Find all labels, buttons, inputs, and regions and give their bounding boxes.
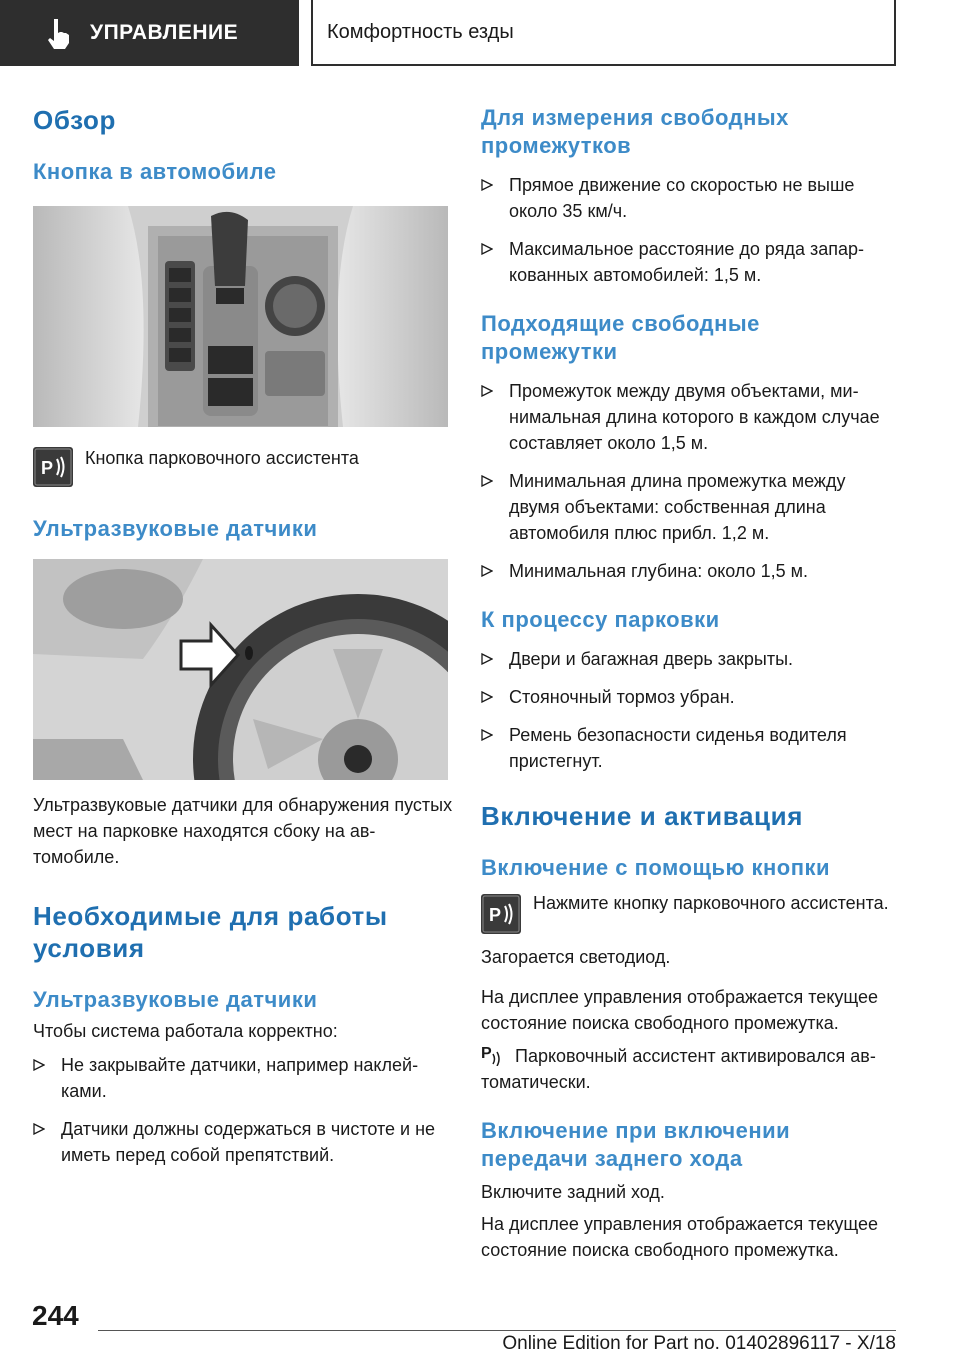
list-item: Датчики должны содержаться в чистоте и не иметь перед собой препятствий.: [33, 1116, 453, 1168]
sensors-text: Ультразвуковые датчики для обнаружения пустых мест на парковке находятся сбоку на автомобиле.: [33, 795, 453, 867]
conditions-list: [33, 1052, 453, 1168]
triangle-bullet-icon: [481, 729, 493, 741]
park-assist-button-icon: [481, 894, 521, 934]
triangle-bullet-icon: [33, 1059, 45, 1071]
overview-title: Обзор: [33, 105, 116, 135]
section-title: Комфортность езды: [327, 20, 514, 43]
button-on-text: Нажмите кнопку парковочного ассистента.: [533, 893, 889, 913]
triangle-bullet-icon: [481, 565, 493, 577]
button-heading: Кнопка в автомобиле: [33, 159, 277, 184]
list-item: Не закрывайте датчики, например наклейками.: [33, 1052, 453, 1104]
triangle-bullet-icon: [481, 243, 493, 255]
measure-list: [481, 172, 901, 288]
list-item: Промежуток между двумя объектами, минимальная длина которого в каждом случае составляет около 1,5 м.: [481, 378, 901, 456]
display-text-2: На дисплее управления отображается текущее состояние поиска свободного промежутка.: [481, 1214, 879, 1260]
reverse-heading: Включение при включении передачи заднего хода: [481, 1118, 791, 1171]
triangle-bullet-icon: [33, 1123, 45, 1135]
process-list: [481, 646, 901, 774]
left-column: [33, 100, 453, 1168]
page-number: 244: [32, 1300, 79, 1331]
park-assist-button-icon: [33, 447, 73, 487]
footer-divider: [98, 1330, 896, 1331]
reverse-text: Включите задний ход.: [481, 1182, 665, 1202]
display-text-1: На дисплее управления отображается текущее состояние поиска свободного промежутка.: [481, 987, 879, 1033]
gaps-heading: Подходящие свободные промежутки: [481, 311, 760, 364]
conditions-sensors-heading: Ультразвуковые датчики: [33, 987, 318, 1012]
auto-activation-text: P Парковочный ассистент активировался автоматически.: [481, 1042, 901, 1095]
button-on-heading: Включение с помощью кнопки: [481, 855, 831, 880]
list-item: Прямое движение со скоростью не выше около 35 км/ч.: [481, 172, 901, 224]
park-assist-symbol-icon: [481, 1042, 509, 1066]
hand-pointer-icon: [40, 15, 76, 51]
ultrasonic-sensor-photo: [33, 559, 448, 780]
chapter-title: УПРАВЛЕНИЕ: [90, 21, 239, 44]
list-item: Минимальная длина промежутка между двумя объектами: собственная длина автомобиля плюс прибл. 1,2 м.: [481, 468, 901, 546]
triangle-bullet-icon: [481, 691, 493, 703]
button-caption: Кнопка парковочного ассистента: [85, 448, 359, 468]
list-item: Максимальное расстояние до ряда запаркованных автомобилей: 1,5 м.: [481, 236, 901, 288]
led-text: Загорается светодиод.: [481, 947, 671, 967]
svg-text:P: P: [481, 1045, 492, 1062]
center-console-photo: [33, 206, 448, 427]
list-item: Двери и багажная дверь закрыты.: [481, 646, 901, 672]
triangle-bullet-icon: [481, 475, 493, 487]
triangle-bullet-icon: [481, 179, 493, 191]
park-assist-button-note: [33, 447, 453, 487]
conditions-title: Необходимые для работы условия: [33, 901, 388, 963]
right-column: [481, 100, 901, 1263]
list-item: Минимальная глубина: около 1,5 м.: [481, 558, 901, 584]
conditions-intro: Чтобы система работала корректно:: [33, 1021, 338, 1041]
activation-title: Включение и активация: [481, 801, 803, 831]
triangle-bullet-icon: [481, 385, 493, 397]
section-tab: [311, 0, 896, 66]
measure-heading: Для измерения свободных промежутков: [481, 105, 789, 158]
edition-text: Online Edition for Part no. 01402896117 - X/18: [502, 1333, 896, 1354]
sensors-heading: Ультразвуковые датчики: [33, 516, 318, 541]
gaps-list: [481, 378, 901, 584]
list-item: Ремень безопасности сиденья водителя пристегнут.: [481, 722, 901, 774]
list-item: Стояночный тормоз убран.: [481, 684, 901, 710]
button-on-note: [481, 894, 901, 934]
chapter-tab: [0, 0, 299, 66]
svg-text:P: P: [41, 458, 54, 478]
process-heading: К процессу парковки: [481, 607, 720, 632]
triangle-bullet-icon: [481, 653, 493, 665]
svg-text:P: P: [489, 905, 502, 925]
